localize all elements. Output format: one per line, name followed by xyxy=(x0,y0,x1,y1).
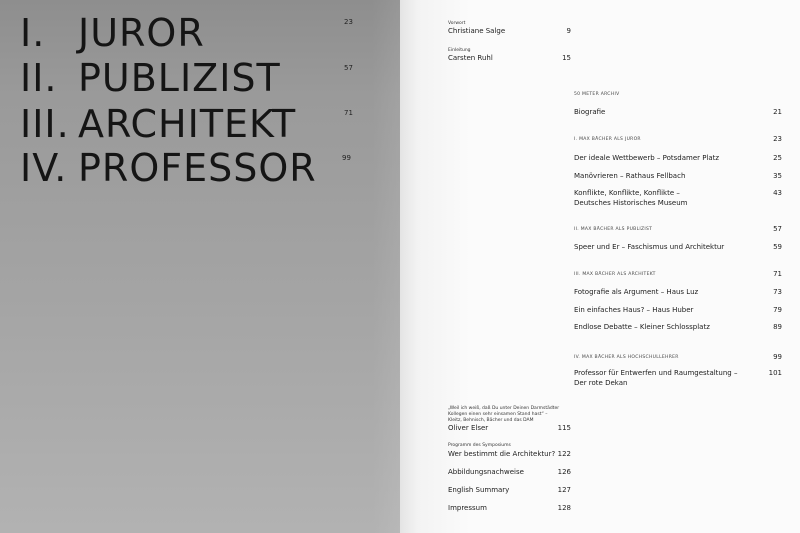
back-matter-page: 127 xyxy=(557,486,571,494)
toc-entry: Der ideale Wettbewerb – Potsdamer Platz xyxy=(574,154,720,162)
part-title: PUBLIZIST xyxy=(78,56,281,100)
part-page-number: 57 xyxy=(344,64,353,72)
essay-quote-line: Kollegen einen sehr einsamen Stand hast“ – xyxy=(448,412,548,417)
essay-quote-line: „Weil ich weiß, daß Du unter Deinen Darmstädter xyxy=(448,406,560,411)
toc-entry-page: 43 xyxy=(773,189,782,197)
back-matter-page: 128 xyxy=(557,504,571,512)
part-page-number: 23 xyxy=(344,18,353,26)
toc-entry-page: 35 xyxy=(773,172,782,180)
einleitung-caption: Einleitung xyxy=(448,48,471,53)
right-page-contents xyxy=(400,0,800,533)
section-heading-publizist: II. MAX BÄCHER ALS PUBLIZIST xyxy=(574,227,653,232)
part-numeral: II. xyxy=(20,56,58,100)
section-heading-architekt: III. MAX BÄCHER ALS ARCHITEKT xyxy=(574,272,656,277)
section-heading-page: 71 xyxy=(773,270,782,278)
essay-page: 115 xyxy=(557,424,571,432)
part-page-number: 71 xyxy=(344,109,353,117)
toc-entry-line-2: Der rote Dekan xyxy=(574,379,628,387)
back-matter-item: Impressum xyxy=(448,504,487,512)
part-row-professor xyxy=(20,148,380,188)
toc-entry-page: 25 xyxy=(773,154,782,162)
toc-entry-page: 73 xyxy=(773,288,782,296)
toc-entry-page: 89 xyxy=(773,323,782,331)
toc-entry-page: 101 xyxy=(768,369,782,377)
back-matter-item: Abbildungsnachweise xyxy=(448,468,524,476)
part-title: PROFESSOR xyxy=(78,146,317,190)
toc-entry-line-2: Deutsches Historisches Museum xyxy=(574,199,688,207)
vorwort-caption: Vorwort xyxy=(448,21,466,26)
toc-entry-line-1: Konflikte, Konflikte, Konflikte – xyxy=(574,189,680,197)
einleitung-page: 15 xyxy=(562,54,571,62)
toc-entry: Fotografie als Argument – Haus Luz xyxy=(574,288,699,296)
toc-entry: Manövrieren – Rathaus Fellbach xyxy=(574,172,686,180)
biografie-page: 21 xyxy=(773,108,782,116)
part-numeral: IV. xyxy=(20,146,68,190)
einleitung-author: Carsten Ruhl xyxy=(448,54,493,62)
toc-entry: Endlose Debatte – Kleiner Schlossplatz xyxy=(574,323,710,331)
archive-heading: 50 METER ARCHIV xyxy=(574,92,620,97)
toc-entry: Ein einfaches Haus? – Haus Huber xyxy=(574,306,694,314)
essay-quote xyxy=(448,406,559,424)
symposium-title: Wer bestimmt die Architektur? xyxy=(448,450,556,458)
essay-author: Oliver Elser xyxy=(448,424,489,432)
toc-entry-page: 79 xyxy=(773,306,782,314)
part-title: JUROR xyxy=(78,11,205,55)
symposium-page: 122 xyxy=(557,450,571,458)
section-heading-page: 99 xyxy=(773,353,782,361)
part-numeral: I. xyxy=(20,11,46,55)
part-row-publizist xyxy=(20,58,360,98)
part-numeral: III. xyxy=(20,102,70,146)
section-heading-page: 23 xyxy=(773,135,782,143)
section-heading-page: 57 xyxy=(773,225,782,233)
toc-entry: Speer und Er – Faschismus und Architektur xyxy=(574,243,725,251)
section-heading-juror: I. MAX BÄCHER ALS JUROR xyxy=(574,137,641,142)
vorwort-author: Christiane Salge xyxy=(448,27,506,35)
part-row-juror xyxy=(20,13,360,53)
symposium-caption: Programm des Symposiums xyxy=(448,443,511,448)
back-matter-page: 126 xyxy=(557,468,571,476)
toc-entry-page: 59 xyxy=(773,243,782,251)
section-heading-professor: IV. MAX BÄCHER ALS HOCHSCHULLEHRER xyxy=(574,355,679,360)
toc-entry-line-1: Professor für Entwerfen und Raumgestaltung – xyxy=(574,369,738,377)
part-title: ARCHITEKT xyxy=(78,102,297,146)
part-row-architekt xyxy=(20,104,360,144)
vorwort-page: 9 xyxy=(566,27,571,35)
biografie-entry: Biografie xyxy=(574,108,606,116)
essay-quote-line: Kleitz, Behnisch, Bächer und das DAM xyxy=(448,418,534,423)
back-matter-item: English Summary xyxy=(448,486,510,494)
part-page-number: 99 xyxy=(342,154,351,162)
